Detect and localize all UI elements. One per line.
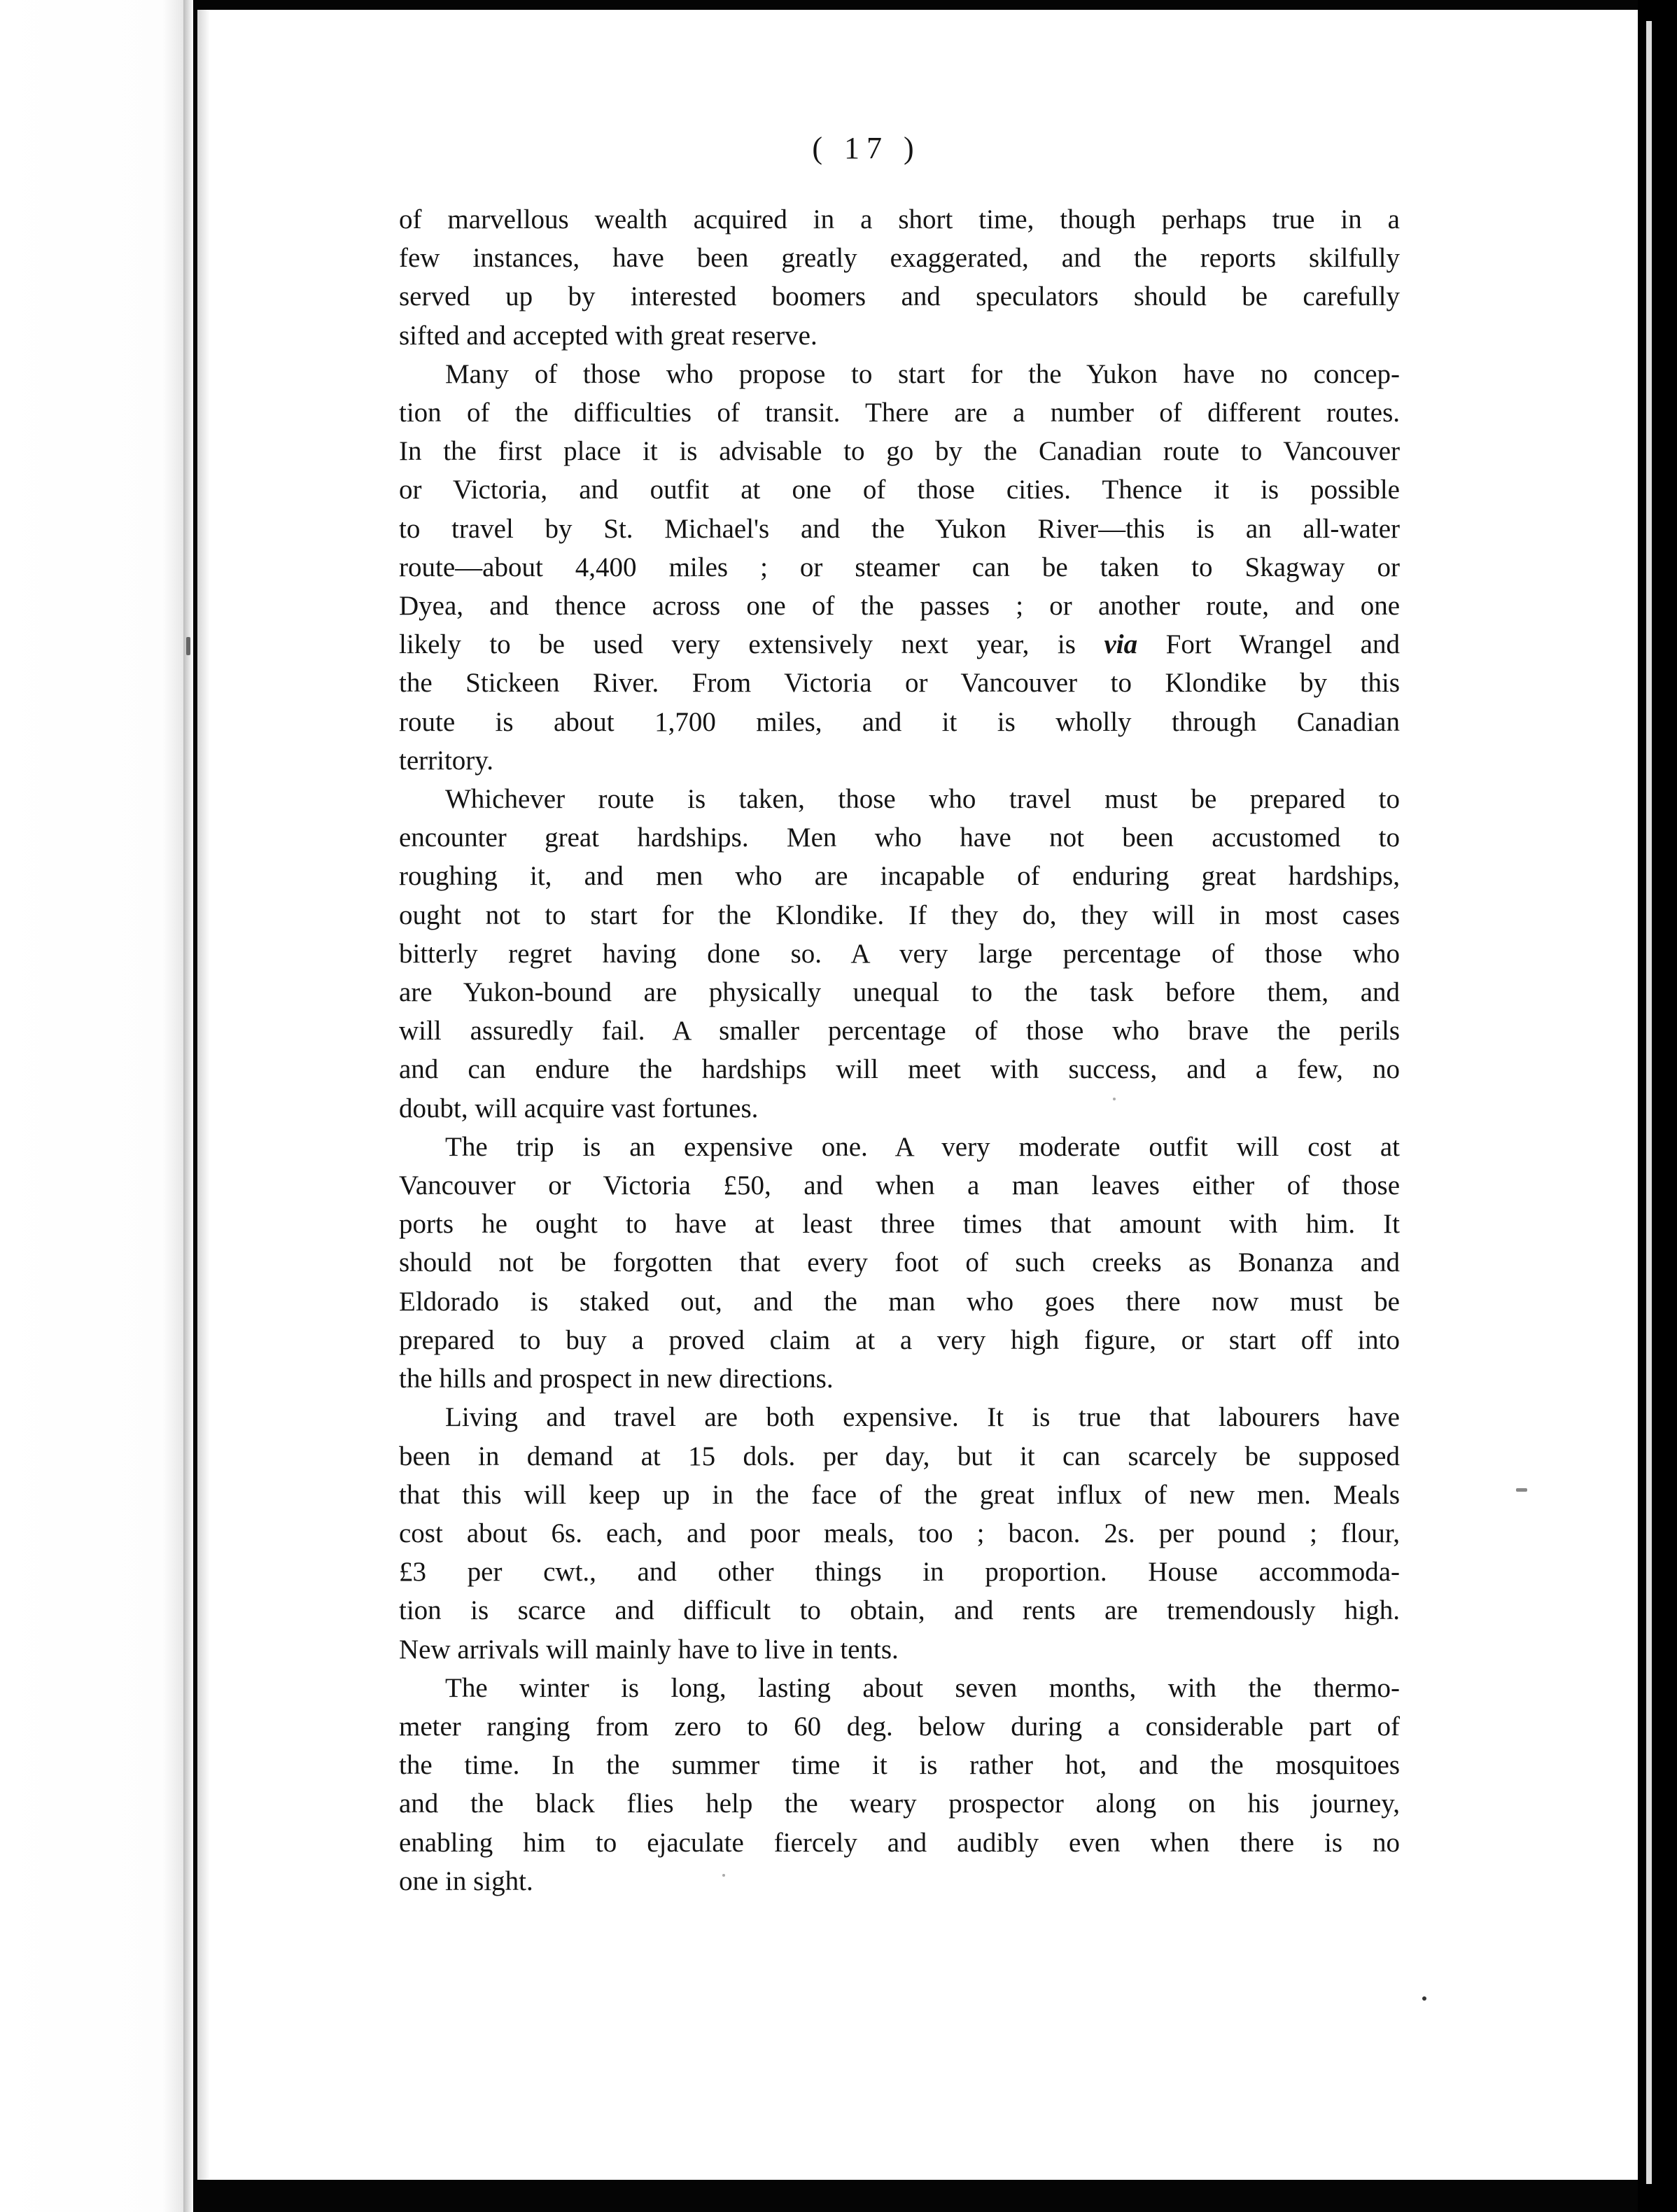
scan-speck	[1422, 1996, 1426, 2001]
text-line: bitterly regret having done so. A very large percentage of those who	[399, 938, 1400, 969]
text-line: to travel by St. Michael's and the Yukon River—this is an all-water	[399, 513, 1400, 544]
text-line: been in demand at 15 dols. per day, but it can scarcely be supposed	[399, 1441, 1400, 1471]
text-line: Living and travel are both expensive. It is true that labourers have	[445, 1402, 1400, 1433]
text-line: roughing it, and men who are incapable of enduring great hardships,	[399, 861, 1400, 892]
text-line: the hills and prospect in new directions.	[399, 1364, 834, 1394]
text-line: ought not to start for the Klondike. If they do, they will in most cases	[399, 899, 1400, 930]
page-number: ( 17 )	[812, 131, 921, 165]
text-line: Whichever route is taken, those who travel must be prepared to	[445, 784, 1400, 815]
text-line: meter ranging from zero to 60 deg. below during a considerable part of	[399, 1711, 1400, 1742]
text-line: the Stickeen River. From Victoria or Vancouver to Klondike by this	[399, 668, 1400, 699]
text-line: are Yukon-bound are physically unequal to the task before them, and	[399, 977, 1400, 1008]
scan-speck	[186, 637, 190, 655]
text-line: New arrivals will mainly have to live in tents.	[399, 1634, 899, 1665]
text-line: and the black flies help the weary prospector along on his journey,	[399, 1788, 1400, 1819]
text-line: sifted and accepted with great reserve.	[399, 320, 818, 351]
book-gutter	[183, 0, 193, 2212]
text-line: doubt, will acquire vast fortunes.	[399, 1093, 759, 1124]
italic-word: via	[1104, 629, 1138, 660]
scan-right-edge	[1638, 0, 1677, 2212]
text-line: ports he ought to have at least three times that amount with him. It	[399, 1209, 1400, 1240]
text-line: tion is scarce and difficult to obtain, and rents are tremendously high.	[399, 1595, 1400, 1626]
text-line: prepared to buy a proved claim at a very high figure, or start off into	[399, 1324, 1400, 1355]
text-line: Eldorado is staked out, and the man who goes there now must be	[399, 1286, 1400, 1317]
text-line	[399, 625, 1400, 664]
text-line: enabling him to ejaculate fiercely and audibly even when there is no	[399, 1827, 1400, 1858]
text-line: Dyea, and thence across one of the passes ; or another route, and one	[399, 591, 1400, 622]
text-line: In the first place it is advisable to go by the Canadian route to Vancouver	[399, 436, 1400, 467]
text-line: and can endure the hardships will meet with success, and a few, no	[399, 1054, 1400, 1085]
text-line: will assuredly fail. A smaller percentage of those who brave the perils	[399, 1016, 1400, 1046]
text-segment: likely to be used very extensively next year, is	[399, 629, 1104, 660]
text-line: Vancouver or Victoria £50, and when a man leaves either of those	[399, 1170, 1400, 1201]
text-line: territory.	[399, 745, 493, 776]
page-gutter-shadow	[197, 10, 210, 2180]
text-line: one in sight.	[399, 1865, 533, 1896]
text-line: few instances, have been greatly exaggerated, and the reports skilfully	[399, 243, 1400, 274]
text-line: served up by interested boomers and speculators should be carefully	[399, 281, 1400, 312]
text-line: or Victoria, and outfit at one of those cities. Thence it is possible	[399, 475, 1400, 505]
text-line: Many of those who propose to start for the Yukon have no concep-	[445, 358, 1400, 389]
page-edge-rule	[1646, 21, 1652, 2184]
body-text	[399, 200, 1400, 1900]
text-segment: Fort Wrangel and	[1137, 629, 1400, 660]
text-line: should not be forgotten that every foot of such creeks as Bonanza and	[399, 1247, 1400, 1278]
text-line: The winter is long, lasting about seven months, with the thermo-	[445, 1672, 1400, 1703]
text-line: route—about 4,400 miles ; or steamer can be taken to Skagway or	[399, 552, 1400, 582]
facing-page-margin	[0, 0, 185, 2212]
text-line: The trip is an expensive one. A very moderate outfit will cost at	[445, 1131, 1400, 1162]
text-line: the time. In the summer time it is rather hot, and the mosquitoes	[399, 1750, 1400, 1781]
text-line: £3 per cwt., and other things in proportion. House accommoda-	[399, 1557, 1400, 1588]
text-line: route is about 1,700 miles, and it is wholly through Canadian	[399, 706, 1400, 737]
text-line: tion of the difficulties of transit. There are a number of different routes.	[399, 398, 1400, 428]
text-line: cost about 6s. each, and poor meals, too ; bacon. 2s. per pound ; flour,	[399, 1518, 1400, 1548]
text-line: encounter great hardships. Men who have not been accustomed to	[399, 822, 1400, 853]
text-line: of marvellous wealth acquired in a short time, though perhaps true in a	[399, 204, 1400, 234]
scan-speck	[1516, 1488, 1527, 1492]
text-line: that this will keep up in the face of the great influx of new men. Meals	[399, 1479, 1400, 1510]
